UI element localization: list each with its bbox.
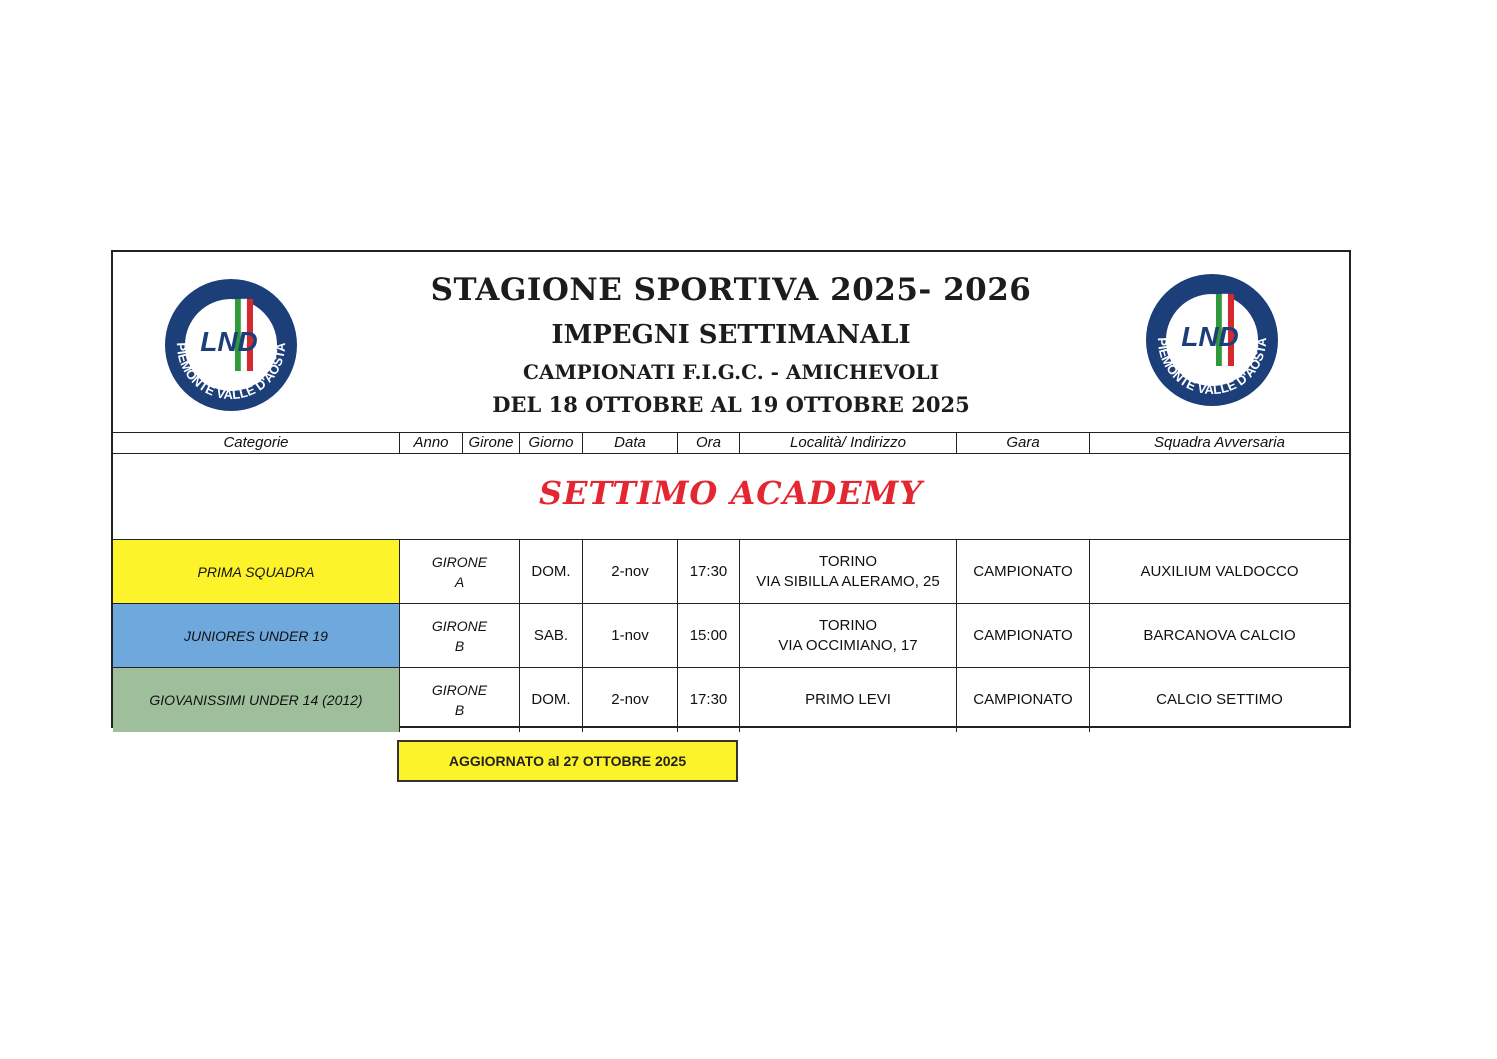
page-subtitle: IMPEGNI SETTIMANALI (551, 320, 911, 350)
cell-categoria: PRIMA SQUADRA (113, 540, 400, 603)
svg-text:PIEMONTE VALLE D'AOSTA: PIEMONTE VALLE D'AOSTA (173, 342, 289, 403)
column-header-row (113, 432, 1349, 454)
cell-avversaria: AUXILIUM VALDOCCO (1140, 562, 1299, 580)
localita-city: TORINO (818, 552, 878, 570)
date-range-line: DEL 18 OTTOBRE AL 19 OTTOBRE 2025 (492, 392, 970, 417)
cell-categoria: JUNIORES UNDER 19 (113, 604, 400, 667)
col-localita: Località/ Indirizzo (740, 433, 957, 453)
cell-data: 2-nov (583, 668, 678, 732)
cell-girone (400, 668, 520, 732)
cell-avversaria: BARCANOVA CALCIO (1143, 626, 1296, 644)
col-categorie: Categorie (113, 433, 400, 453)
team-section-header (113, 454, 1349, 540)
cell-giorno: DOM. (520, 668, 583, 732)
col-gara: Gara (957, 433, 1090, 453)
updated-badge: AGGIORNATO al 27 OTTOBRE 2025 (397, 740, 738, 782)
girone-letter: B (454, 702, 465, 718)
cell-ora: 17:30 (678, 540, 740, 603)
cell-ora: 15:00 (678, 604, 740, 667)
schedule-sheet (111, 250, 1351, 728)
cell-localita (740, 668, 957, 732)
cell-localita (740, 540, 957, 603)
cell-gara: CAMPIONATO (957, 668, 1090, 732)
girone-letter: B (454, 637, 465, 654)
cell-gara: CAMPIONATO (957, 604, 1090, 667)
competition-line: CAMPIONATI F.I.G.C. - AMICHEVOLI (523, 360, 939, 384)
section-title: SETTIMO ACADEMY (539, 474, 923, 512)
svg-text:LND: LND (200, 326, 258, 357)
girone-label: GIRONE (431, 553, 488, 570)
cell-data: 1-nov (583, 604, 678, 667)
col-anno: Anno (400, 433, 463, 453)
cell-girone (400, 604, 520, 667)
cell-giorno: DOM. (520, 540, 583, 603)
table-row (113, 540, 1349, 604)
girone-label: GIRONE (431, 617, 488, 634)
col-giorno: Giorno (520, 433, 583, 453)
cell-girone (400, 540, 520, 603)
col-girone: Girone (463, 433, 520, 453)
header (113, 252, 1349, 432)
page-title: STAGIONE SPORTIVA 2025- 2026 (430, 272, 1032, 308)
localita-address: VIA SIBILLA ALERAMO, 25 (756, 572, 940, 590)
localita-city: PRIMO LEVI (805, 691, 891, 708)
cell-data: 2-nov (583, 540, 678, 603)
svg-text:LND: LND (1181, 321, 1239, 352)
cell-avversaria: CALCIO SETTIMO (1156, 691, 1283, 708)
col-squadra-avversaria: Squadra Avversaria (1154, 434, 1285, 451)
cell-giorno: SAB. (520, 604, 583, 667)
localita-city: TORINO (818, 616, 878, 634)
girone-letter: A (454, 573, 465, 590)
col-ora: Ora (678, 433, 740, 453)
cell-gara: CAMPIONATO (957, 540, 1090, 603)
cell-ora: 17:30 (678, 668, 740, 732)
col-data: Data (583, 433, 678, 453)
cell-localita (740, 604, 957, 667)
girone-label: GIRONE (431, 682, 488, 698)
cell-categoria: GIOVANISSIMI UNDER 14 (2012) (113, 668, 400, 732)
table-row (113, 604, 1349, 668)
svg-text:PIEMONTE VALLE D'AOSTA: PIEMONTE VALLE D'AOSTA (1154, 337, 1270, 398)
table-row (113, 668, 1349, 732)
localita-address: VIA OCCIMIANO, 17 (778, 636, 918, 654)
